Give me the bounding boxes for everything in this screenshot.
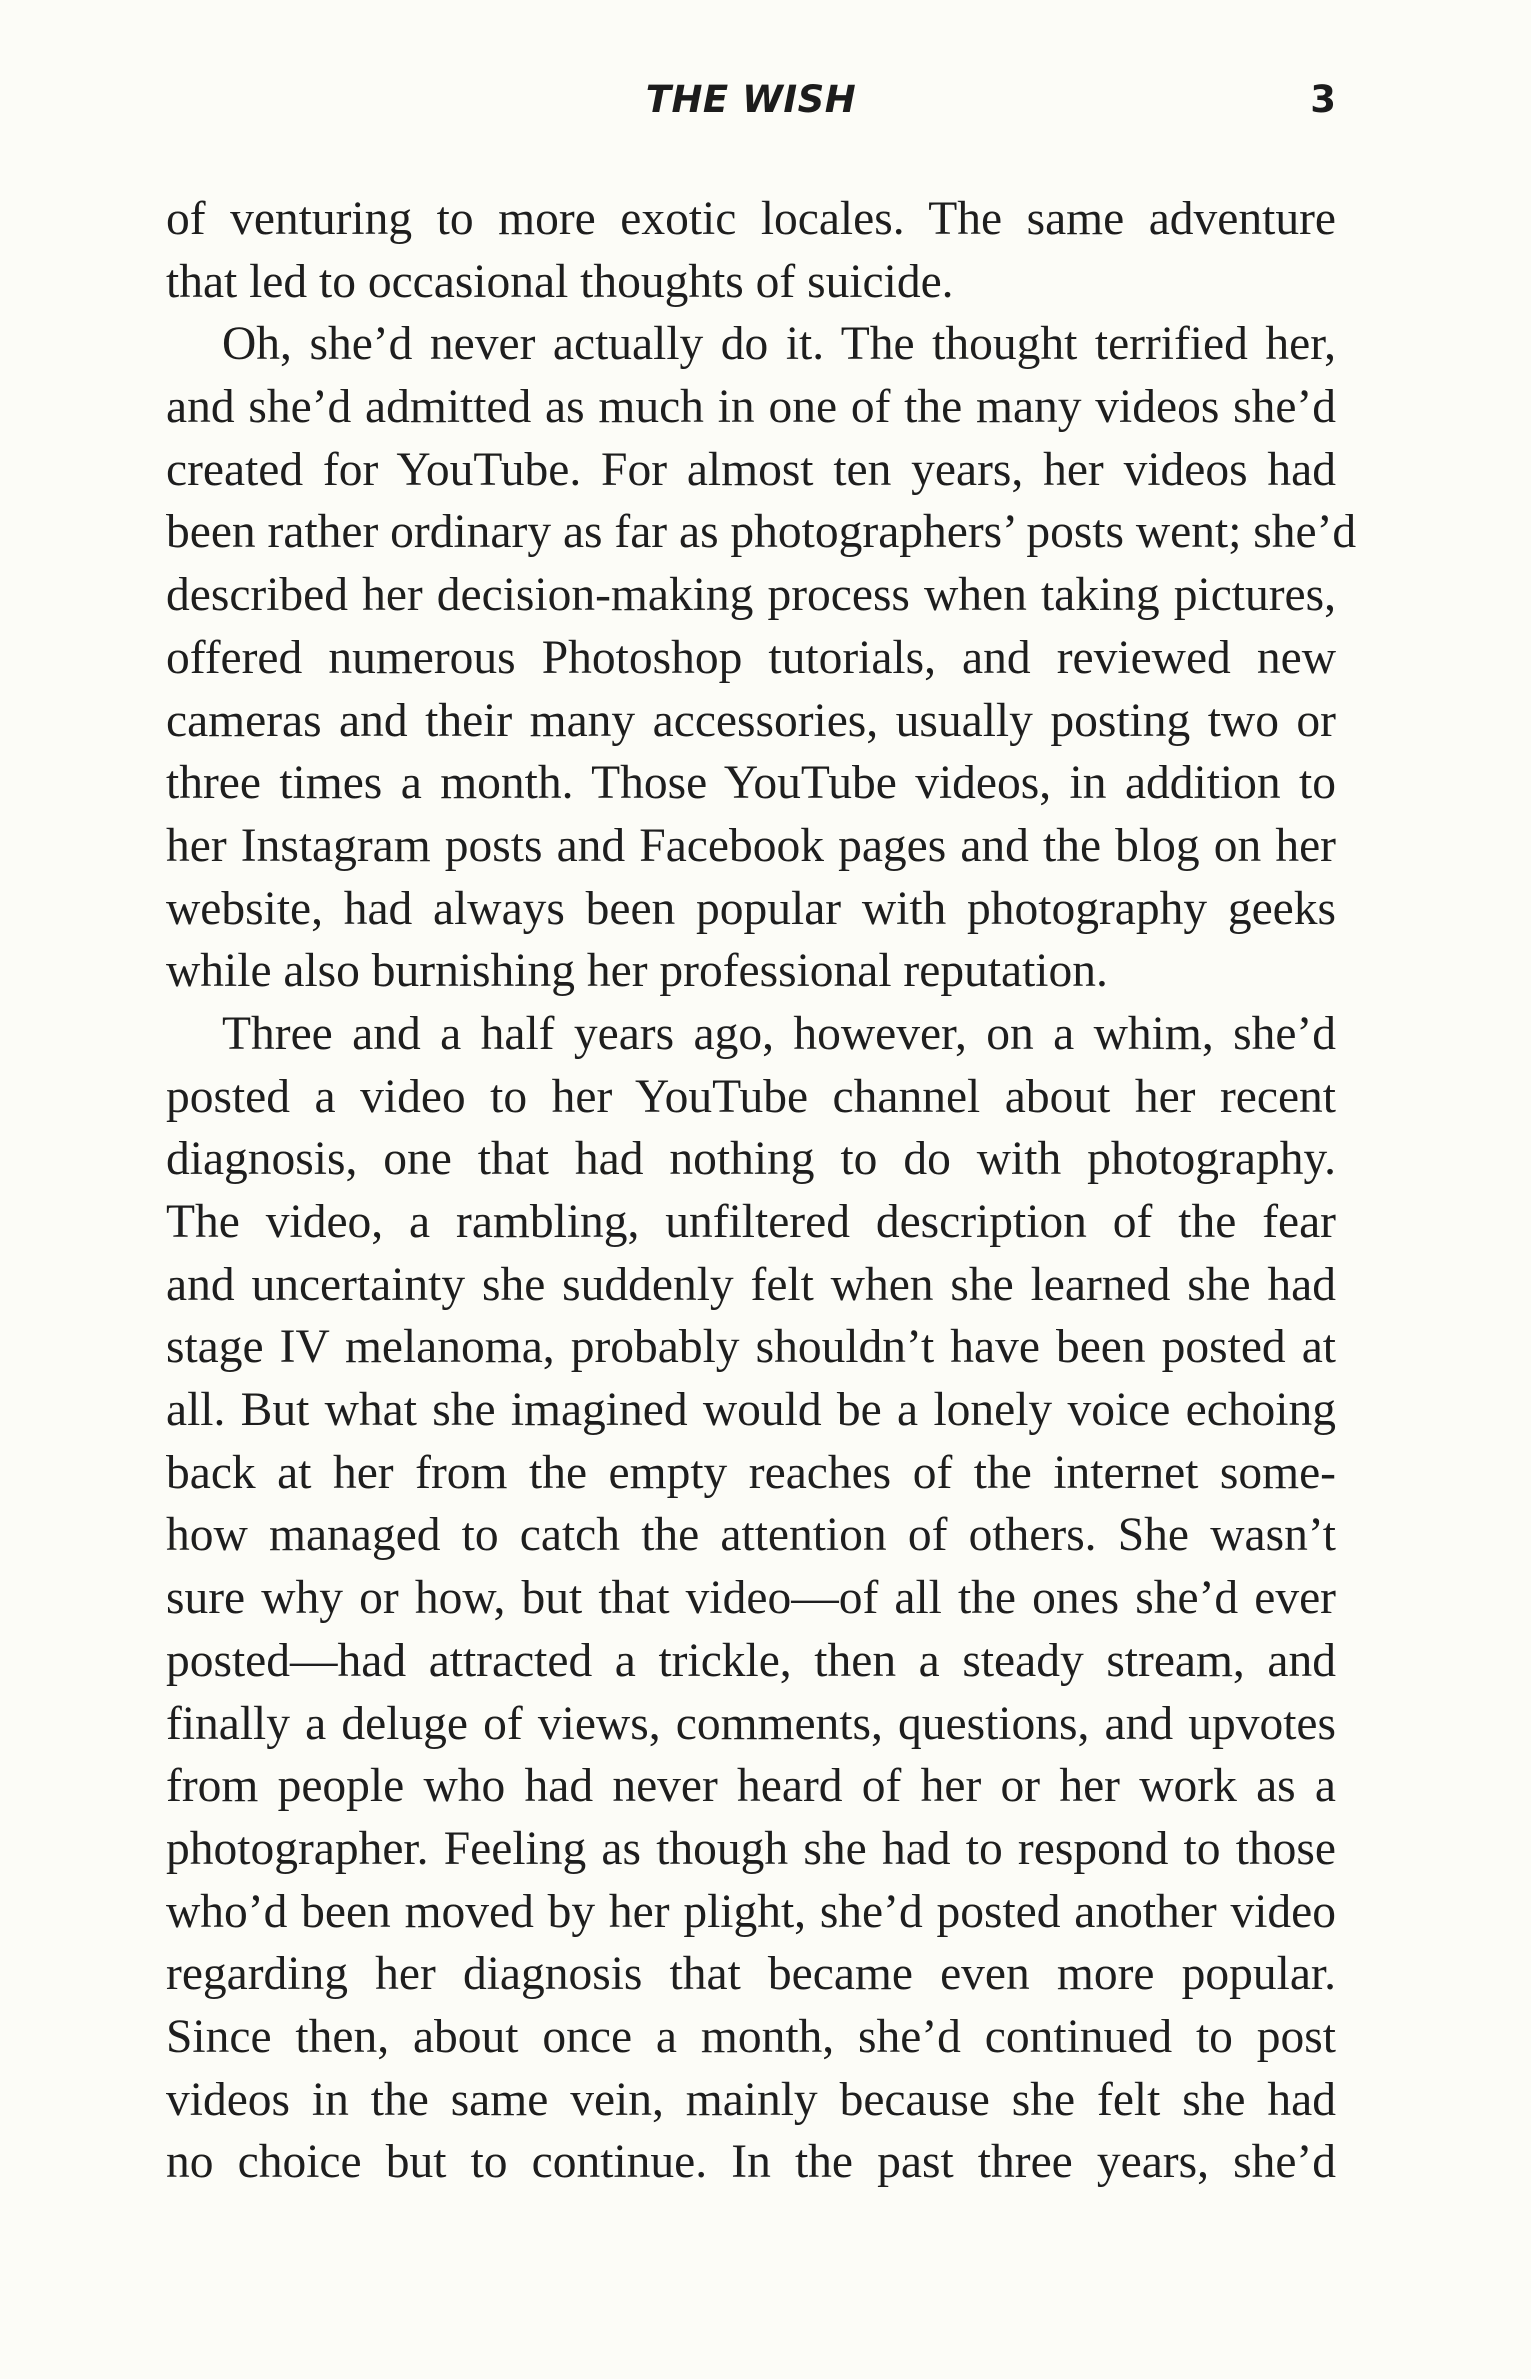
text-line: that led to occasional thoughts of suicide.	[166, 255, 954, 308]
text-line: three times a month. Those YouTube videos, in addition to	[166, 757, 1336, 810]
text-line: described her decision-making process when taking pictures,	[166, 569, 1336, 622]
text-line: posted—had attracted a trickle, then a steady stream, and	[166, 1634, 1336, 1687]
text-line: Three and a half years ago, however, on a whim, she’d	[222, 1007, 1336, 1060]
text-line: all. But what she imagined would be a lonely voice echoing	[166, 1384, 1336, 1437]
text-line: who’d been moved by her plight, she’d posted another video	[166, 1885, 1336, 1938]
text-line: posted a video to her YouTube channel about her recent	[166, 1070, 1336, 1123]
text-line: how managed to catch the attention of others. She wasn’t	[166, 1509, 1336, 1562]
text-line: no choice but to continue. In the past three years, she’d	[166, 2136, 1336, 2189]
text-line: cameras and their many accessories, usually posting two or	[166, 694, 1336, 747]
text-line: Since then, about once a month, she’d continued to post	[166, 2010, 1336, 2063]
text-line: website, had always been popular with photography geeks	[166, 882, 1336, 935]
text-line: The video, a rambling, unfiltered description of the fear	[166, 1196, 1336, 1248]
text-line: been rather ordinary as far as photographers’ posts went; she’d	[166, 506, 1357, 559]
text-line: while also burnishing her professional reputation.	[166, 945, 1108, 998]
text-line: of venturing to more exotic locales. The same adventure	[166, 193, 1336, 245]
text-line: stage IV melanoma, probably shouldn’t have been posted at	[166, 1321, 1336, 1374]
running-head	[166, 78, 1336, 128]
page-number: 3	[1310, 78, 1336, 121]
text-line: and she’d admitted as much in one of the many videos she’d	[166, 381, 1336, 434]
text-line: videos in the same vein, mainly because she felt she had	[166, 2073, 1336, 2126]
text-line: and uncertainty she suddenly felt when she learned she had	[166, 1258, 1336, 1311]
text-line: photographer. Feeling as though she had to respond to those	[166, 1822, 1336, 1875]
text-line: offered numerous Photoshop tutorials, and reviewed new	[166, 631, 1336, 684]
body-text	[166, 188, 1357, 2194]
text-line: back at her from the empty reaches of the internet some-	[166, 1446, 1336, 1499]
text-line: created for YouTube. For almost ten years, her videos had	[166, 443, 1336, 496]
text-line: sure why or how, but that video—of all the ones she’d ever	[166, 1572, 1336, 1625]
text-line: diagnosis, one that had nothing to do with photography.	[166, 1133, 1336, 1186]
text-line: Oh, she’d never actually do it. The thought terrified her,	[222, 318, 1336, 371]
text-line: her Instagram posts and Facebook pages and the blog on her	[166, 819, 1336, 872]
text-line: finally a deluge of views, comments, questions, and upvotes	[166, 1697, 1336, 1750]
text-line: regarding her diagnosis that became even more popular.	[166, 1948, 1336, 2001]
text-line: from people who had never heard of her or her work as a	[166, 1760, 1336, 1813]
running-title: THE WISH	[645, 78, 857, 121]
